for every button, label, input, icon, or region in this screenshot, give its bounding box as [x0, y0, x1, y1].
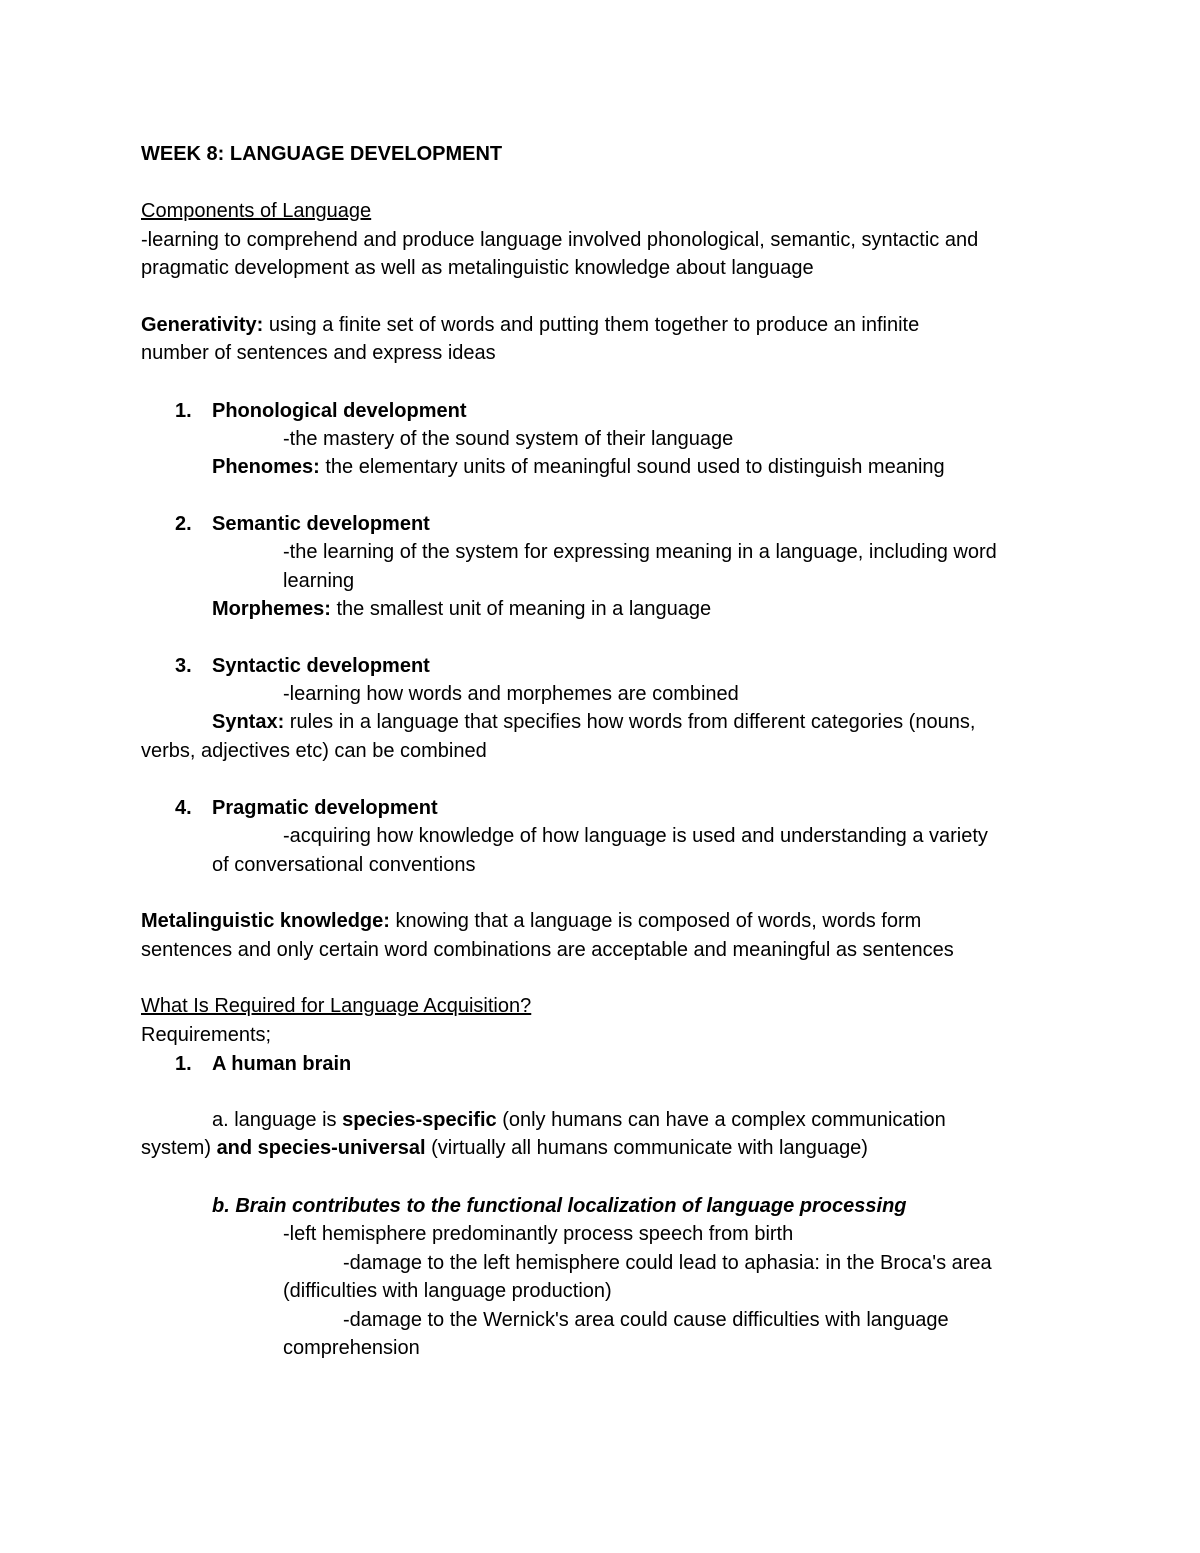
- metalinguistic-term: Metalinguistic knowledge:: [141, 910, 390, 932]
- req-a-line1: [212, 1106, 946, 1134]
- item-3-number: 3.: [175, 655, 192, 677]
- item-4-desc-line1: -acquiring how knowledge of how language is used and understanding a variety: [283, 825, 988, 847]
- item-3-term: Syntax:: [212, 711, 285, 733]
- item-3-term-line: [212, 708, 975, 736]
- item-2-desc-line1: -the learning of the system for expressing meaning in a language, including word: [283, 541, 997, 563]
- req-b-line2: -damage to the left hemisphere could lead to aphasia: in the Broca's area: [343, 1252, 992, 1274]
- item-2-term: Morphemes:: [212, 598, 331, 620]
- req-a-line2-end: (virtually all humans communicate with language): [425, 1137, 868, 1159]
- item-1-term-line: [212, 453, 945, 481]
- req-1-number: 1.: [175, 1053, 192, 1075]
- req-a-prefix: a. language is: [212, 1109, 343, 1131]
- generativity-def: using a finite set of words and putting them together to produce an infinite: [263, 314, 920, 336]
- req-b-line1: -left hemisphere predominantly process speech from birth: [283, 1223, 794, 1245]
- item-1-term: Phenomes:: [212, 456, 320, 478]
- generativity-line1: [141, 311, 919, 339]
- generativity-term: Generativity:: [141, 314, 264, 336]
- item-3-desc: -learning how words and morphemes are combined: [283, 683, 739, 705]
- metalinguistic-def: knowing that a language is composed of words, words form: [389, 910, 922, 932]
- req-a-bold1: species-specific: [342, 1109, 497, 1131]
- requirements-label: Requirements;: [141, 1024, 272, 1046]
- item-1-desc: -the mastery of the sound system of their language: [283, 428, 734, 450]
- item-1-number: 1.: [175, 400, 192, 422]
- item-2-title: Semantic development: [212, 513, 430, 535]
- page-title: WEEK 8: LANGUAGE DEVELOPMENT: [141, 143, 503, 165]
- item-3-title: Syntactic development: [212, 655, 430, 677]
- item-2-number: 2.: [175, 513, 192, 535]
- req-a-line2: [141, 1134, 868, 1162]
- req-a-line2-start: system): [141, 1137, 217, 1159]
- req-1-title: A human brain: [212, 1053, 352, 1075]
- item-2-term-def: the smallest unit of meaning in a language: [330, 598, 712, 620]
- components-heading: Components of Language: [141, 200, 372, 222]
- components-intro-line2: pragmatic development as well as metalinguistic knowledge about language: [141, 257, 814, 279]
- item-4-number: 4.: [175, 797, 192, 819]
- acquisition-heading: What Is Required for Language Acquisition?: [141, 995, 532, 1017]
- metalinguistic-line1: [141, 907, 921, 935]
- item-4-desc-line2: of conversational conventions: [212, 854, 476, 876]
- item-2-desc-line2: learning: [283, 570, 355, 592]
- metalinguistic-line2: sentences and only certain word combinations are acceptable and meaningful as sentences: [141, 939, 954, 961]
- item-3-term-def-line2: verbs, adjectives etc) can be combined: [141, 740, 487, 762]
- req-b-line5: comprehension: [283, 1337, 420, 1359]
- item-4-title: Pragmatic development: [212, 797, 438, 819]
- req-b-line3: (difficulties with language production): [283, 1280, 612, 1302]
- req-a-bold2: and species-universal: [216, 1137, 426, 1159]
- item-1-term-def: the elementary units of meaningful sound used to distinguish meaning: [319, 456, 945, 478]
- req-b-line4: -damage to the Wernick's area could cause difficulties with language: [343, 1309, 949, 1331]
- req-a-mid: (only humans can have a complex communication: [496, 1109, 946, 1131]
- item-3-term-def: rules in a language that specifies how words from different categories (nouns,: [284, 711, 976, 733]
- req-b-title: b. Brain contributes to the functional localization of language processing: [212, 1195, 907, 1217]
- item-2-term-line: [212, 595, 711, 623]
- components-intro-line1: -learning to comprehend and produce language involved phonological, semantic, syntactic and: [141, 229, 979, 251]
- generativity-line2: number of sentences and express ideas: [141, 342, 496, 364]
- item-1-title: Phonological development: [212, 400, 467, 422]
